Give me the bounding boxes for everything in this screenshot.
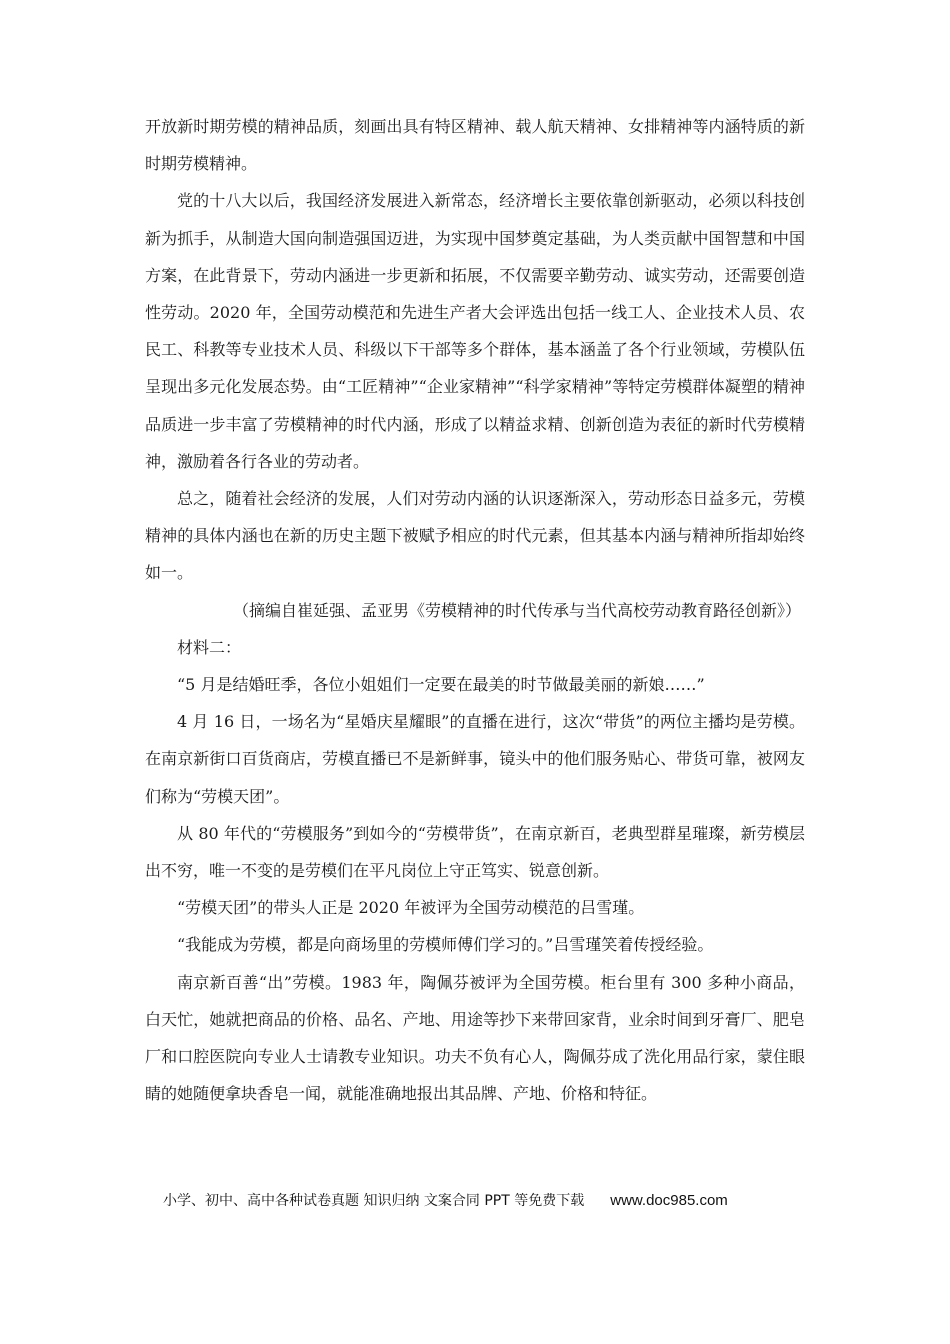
paragraph-tao-peifen: 南京新百善“出”劳模。1983 年，陶佩芬被评为全国劳模。柜台里有 300 多种小商品，白天忙，她就把商品的价格、品名、产地、用途等抄下来带回家背，业余时间到牙膏厂、肥皂厂和口腔医院向专业人士请教专业知识。功夫不负有心人，陶佩芬成了洗化用品行家，蒙住眼睛的她随便拿块香皂一闻，就能准确地报出其品牌、产地、价格和特征。 [145,972,805,1104]
article-body [145,108,805,1112]
paragraph-post-18th-congress: 党的十八大以后，我国经济发展进入新常态，经济增长主要依靠创新驱动，必须以科技创新为抓手，从制造大国向制造强国迈进，为实现中国梦奠定基础，为人类贡献中国智慧和中国方案，在此背景下，劳动内涵进一步更新和拓展，不仅需要辛勤劳动、诚实劳动，还需要创造性劳动。2020 年，全国劳动模范和先进生产者大会评选出包括一线工人、企业技术人员、农民工、科教等专业技术人员、科级以下干部等多个群体，基本涵盖了各个行业领域，劳模队伍呈现出多元化发展态势。由“工匠精神”“企业家精神”“科学家精神”等特定劳模群体凝塑的精神品质进一步丰富了劳模精神的时代内涵，形成了以精益求精、创新创造为表征的新时代劳模精神，激励着各行各业的劳动者。 [145,191,805,471]
source-citation: （摘编自崔延强、孟亚男《劳模精神的时代传承与当代高校劳动教育路径创新》） [233,600,802,620]
material-two-heading: 材料二： [177,637,242,657]
paragraph-quote-lv: “我能成为劳模，都是向商场里的劳模师傅们学习的。”吕雪瑾笑着传授经验。 [177,935,714,955]
paragraph-model-service: 从 80 年代的“劳模服务”到如今的“劳模带货”，在南京新百，老典型群星璀璨，新劳模层出不穷，唯一不变的是劳模们在平凡岗位上守正笃实、锐意创新。 [145,823,805,881]
paragraph-team-leader: “劳模天团”的带头人正是 2020 年被评为全国劳动模范的吕雪瑾。 [177,898,645,918]
paragraph-conclusion: 总之，随着社会经济的发展，人们对劳动内涵的认识逐渐深入，劳动形态日益多元，劳模精神的具体内涵也在新的历史主题下被赋予相应的时代元素，但其基本内涵与精神所指却始终如一。 [145,489,805,583]
livestream-quote: “5 月是结婚旺季，各位小姐姐们一定要在最美的时节做最美丽的新娘……” [177,675,705,695]
paragraph-continuation: 开放新时期劳模的精神品质，刻画出具有特区精神、载人航天精神、女排精神等内涵特质的新时期劳模精神。 [145,117,805,174]
paragraph-livestream: 4 月 16 日，一场名为“星婚庆星耀眼”的直播在进行，这次“带货”的两位主播均是劳模。在南京新街口百货商店，劳模直播已不是新鲜事，镜头中的他们服务贴心、带货可靠，被网友们称为“劳模天团”。 [145,712,805,806]
footer-text: 小学、初中、高中各种试卷真题 知识归纳 文案合同 PPT 等免费下载 [163,1193,585,1209]
footer-site-link[interactable]: www.doc985.com [610,1192,728,1209]
page-footer [163,1190,728,1210]
